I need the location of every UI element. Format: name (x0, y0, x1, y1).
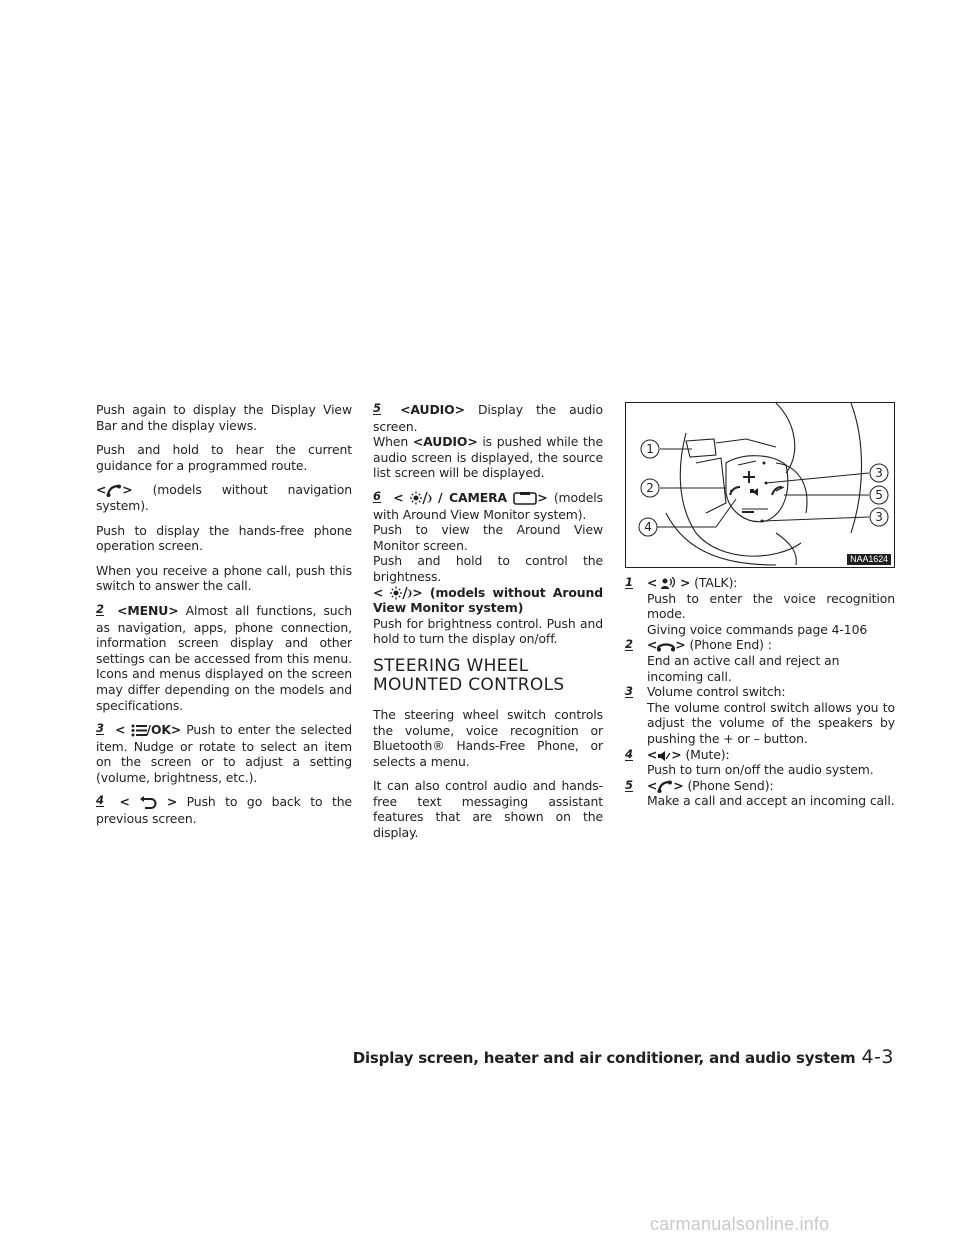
bracket-open: < (119, 794, 130, 810)
menu-key: <MENU> (117, 602, 179, 618)
ok-description: Push to enter the selected item. Nudge or rotate to select an item on the screen or to adjust a setting (volume, brightness, etc.). (96, 722, 353, 785)
bracket-close: > (122, 482, 133, 498)
camera-key: / CAMERA (438, 489, 508, 505)
camera-description: (models with Around View Monitor system). (373, 489, 603, 522)
phone-send-icon (106, 484, 122, 497)
bracket-open: < (393, 489, 404, 505)
ok-key: /OK> (146, 722, 182, 738)
bracket-open: < (115, 722, 126, 738)
callout-3: 3 (875, 466, 883, 480)
list-item: 3 Volume control switch: The volume control switch allows you to adjust the volume of the speakers by pushing the + or – button. (625, 684, 895, 746)
callout-1: 1 (646, 442, 654, 456)
list-icon (131, 724, 147, 737)
phone-send-icon (657, 780, 673, 793)
callout-4: 4 (644, 520, 652, 534)
item-number-1: 1 (625, 575, 633, 589)
talk-icon (661, 577, 676, 590)
camera-icon (513, 492, 537, 505)
page-footer (353, 1046, 894, 1068)
brightness-key: > (models without Around View Monitor system) (373, 584, 604, 616)
steering-wheel-illustration (625, 402, 895, 568)
list-item: 2 < > (Phone End) : End an active call and reject an incoming call. (625, 637, 840, 684)
paragraph-answer-call: When you receive a phone call, push this switch to answer the call. (96, 562, 352, 594)
callout-5: 5 (875, 488, 883, 502)
item-number-2: 2 (625, 637, 633, 652)
section-heading: STEERING WHEEL MOUNTED CONTROLS (373, 655, 565, 695)
item-number-5: 5 (373, 401, 381, 415)
audio-key: <AUDIO> (400, 402, 465, 417)
bracket-close: > (166, 794, 178, 810)
audio-when-description: is pushed while the audio screen is displayed, the source list screen will be displayed. (373, 434, 603, 481)
brightness-icon (410, 491, 432, 505)
paragraph-guidance: Push and hold to hear the current guidance for a programmed route. (96, 442, 352, 473)
mute-icon (657, 750, 671, 762)
paragraph-text-messaging: It can also control audio and hands-free text messaging assistant features that are shown on the display. (373, 778, 603, 841)
paragraph-display-view-bar: Push again to display the Display View Bar and the display views. (96, 402, 352, 433)
camera-brightness: Push and hold to control the brightness. (373, 553, 603, 584)
audio-key: <AUDIO> (412, 434, 478, 450)
section-title: Display screen, heater and air conditioner, and audio system (352, 1049, 856, 1067)
phone-send-description: (models without navigation system). (96, 482, 352, 513)
item-audio (373, 402, 603, 434)
brightness-icon (390, 586, 412, 600)
item-number-4: 4 (625, 746, 633, 761)
figure-code: NAA1624 (847, 554, 891, 565)
bracket-close: > (537, 489, 548, 505)
page-number: 4-3 (861, 1046, 894, 1068)
phone-send-line (96, 482, 352, 513)
paragraph-switch-controls: The steering wheel switch controls the volume, voice recognition or Bluetooth® Hands-Free Phone, or selects a menu. (373, 706, 603, 769)
camera-view: Push to view the Around View Monitor screen. (373, 522, 603, 553)
brightness-description: Push for brightness control. Push and hold to turn the display on/off. (373, 615, 603, 647)
back-description: Push to go back to the previous screen. (96, 794, 353, 827)
back-arrow-icon (139, 796, 157, 809)
item-camera (373, 490, 603, 522)
middle-column (373, 402, 603, 850)
list-item: 4 < > (Mute): Push to turn on/off the audio system. (625, 746, 874, 778)
callout-3b: 3 (875, 510, 883, 524)
list-item: 5 < > (Phone Send): Make a call and accept an incoming call. (625, 777, 895, 809)
menu-description: Almost all functions, such as navigation, apps, phone connection, information screen display and other settings can be accessed from this menu. Icons and menus displayed on the screen may differ depending on the models and specifications. (96, 602, 353, 713)
item-number-4: 4 (96, 793, 104, 808)
item-number-3: 3 (96, 721, 104, 736)
right-column (625, 402, 895, 809)
item-number-5: 5 (625, 777, 633, 792)
callout-2: 2 (646, 481, 654, 495)
phone-end-icon (657, 641, 675, 652)
item-number-6: 6 (373, 488, 381, 503)
brightness-item (373, 585, 603, 616)
item-number-3: 3 (625, 684, 633, 699)
item-ok (96, 722, 352, 785)
item-back (96, 794, 352, 826)
bracket-open: < (96, 482, 107, 498)
paragraph-hands-free: Push to display the hands-free phone operation screen. (96, 522, 352, 554)
bracket-open: < (373, 584, 384, 600)
left-column (96, 402, 352, 836)
steering-wheel-drawing (626, 403, 894, 567)
item-menu (96, 603, 352, 713)
item-number-2: 2 (96, 601, 104, 616)
audio-description: Display the audio screen. (373, 402, 603, 434)
list-item: 1 < > (TALK): Push to enter the voice recognition mode. Giving voice commands page 4-106 (625, 575, 895, 637)
audio-when: When <AUDIO> is pushed while the audio screen is displayed, the source list screen will be displayed. (373, 434, 603, 481)
watermark: carmanualsonline.info (650, 1214, 830, 1234)
